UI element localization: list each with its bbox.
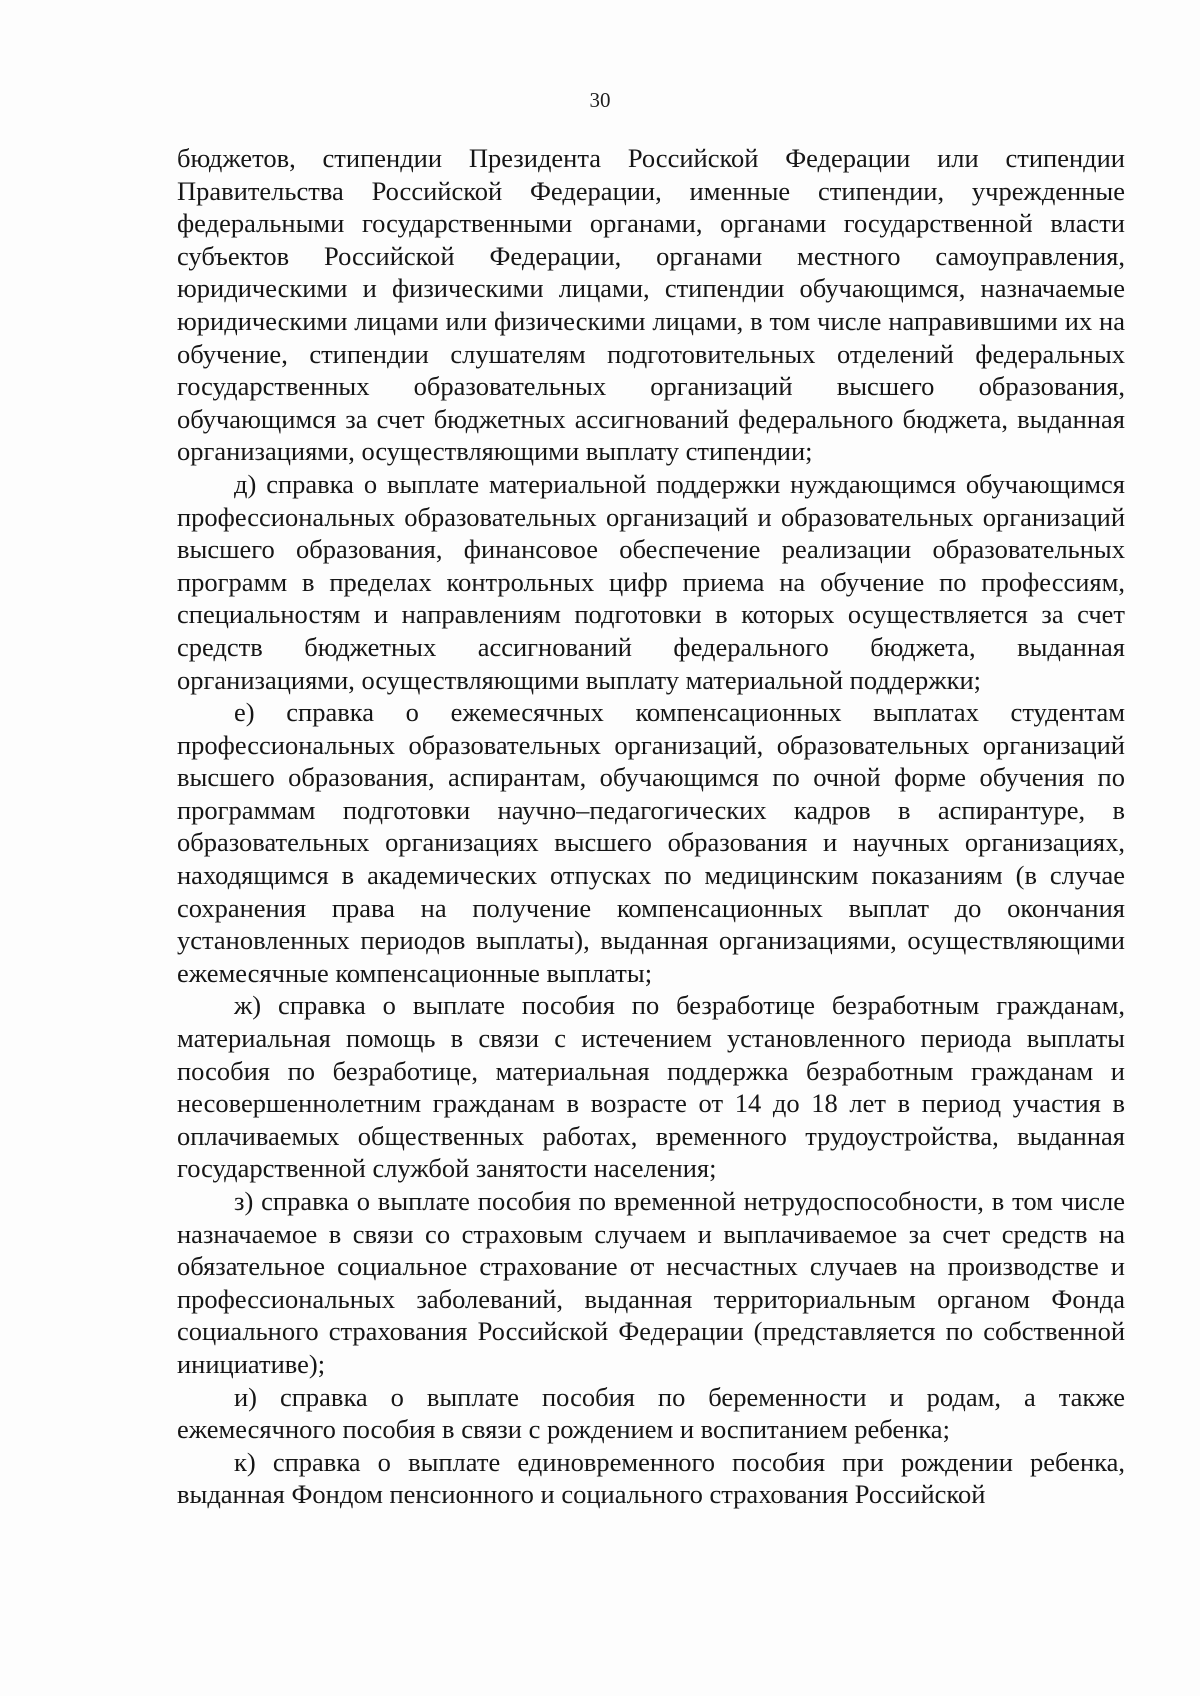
paragraph-item-e: е) справка о ежемесячных компенсационных выплатах студентам профессиональных образовательных организаций, образовательных организаций высшего образования, аспирантам, обучающимся по очной форме обучения по программам подготовки научно–педагогических кадров в аспирантуре, в образовательных организациях высшего образования и научных организациях, находящимся в академических отпусках по медицинским показаниям (в случае сохранения права на получение компенсационных выплат до окончания установленных периодов выплаты), выданная организациями, осуществляющими ежемесячные компенсационные выплаты;	[177, 697, 1125, 988]
page-number: 30	[589, 88, 611, 112]
paragraph-item-z: з) справка о выплате пособия по временной нетрудоспособности, в том числе назначаемое в связи со страховым случаем и выплачиваемое за счет средств на обязательное социальное страхование от несчастных случаев на производстве и профессиональных заболеваний, выданная территориальным органом Фонда социального страхования Российской Федерации (представляется по собственной инициативе);	[177, 1186, 1125, 1379]
paragraph-continuation: бюджетов, стипендии Президента Российской Федерации или стипендии Правительства Российской Федерации, именные стипендии, учрежденные федеральными государственными органами, органами государственной власти субъектов Российской Федерации, органами местного самоуправления, юридическими и физическими лицами, стипендии обучающимся, назначаемые юридическими лицами или физическими лицами, в том числе направившими их на обучение, стипендии слушателям подготовительных отделений федеральных государственных образовательных организаций высшего образования, обучающимся за счет бюджетных ассигнований федерального бюджета, выданная организациями, осуществляющими выплату стипендии;	[177, 143, 1125, 467]
paragraph-item-i: и) справка о выплате пособия по беременности и родам, а также ежемесячного пособия в связи с рождением и воспитанием ребенка;	[177, 1381, 1125, 1445]
paragraph-item-zh: ж) справка о выплате пособия по безработице безработным гражданам, материальная помощь в связи с истечением установленного периода выплаты пособия по безработице, материальная поддержка безработным гражданам и несовершеннолетним гражданам в возрасте от 14 до 18 лет в период участия в оплачиваемых общественных работах, временного трудоустройства, выданная государственной службой занятости населения;	[177, 990, 1125, 1184]
paragraph-item-d: д) справка о выплате материальной поддержки нуждающимся обучающимся профессиональных образовательных организаций и образовательных организаций высшего образования, финансовое обеспечение реализации образовательных программ в пределах контрольных цифр приема на обучение по профессиям, специальностям и направлениям подготовки в которых осуществляется за счет средств бюджетных ассигнований федерального бюджета, выданная организациями, осуществляющими выплату материальной поддержки;	[177, 468, 1125, 695]
paragraph-item-k: к) справка о выплате единовременного пособия при рождении ребенка, выданная Фондом пенсионного и социального страхования Российской	[177, 1446, 1125, 1510]
document-body	[177, 142, 1125, 1511]
